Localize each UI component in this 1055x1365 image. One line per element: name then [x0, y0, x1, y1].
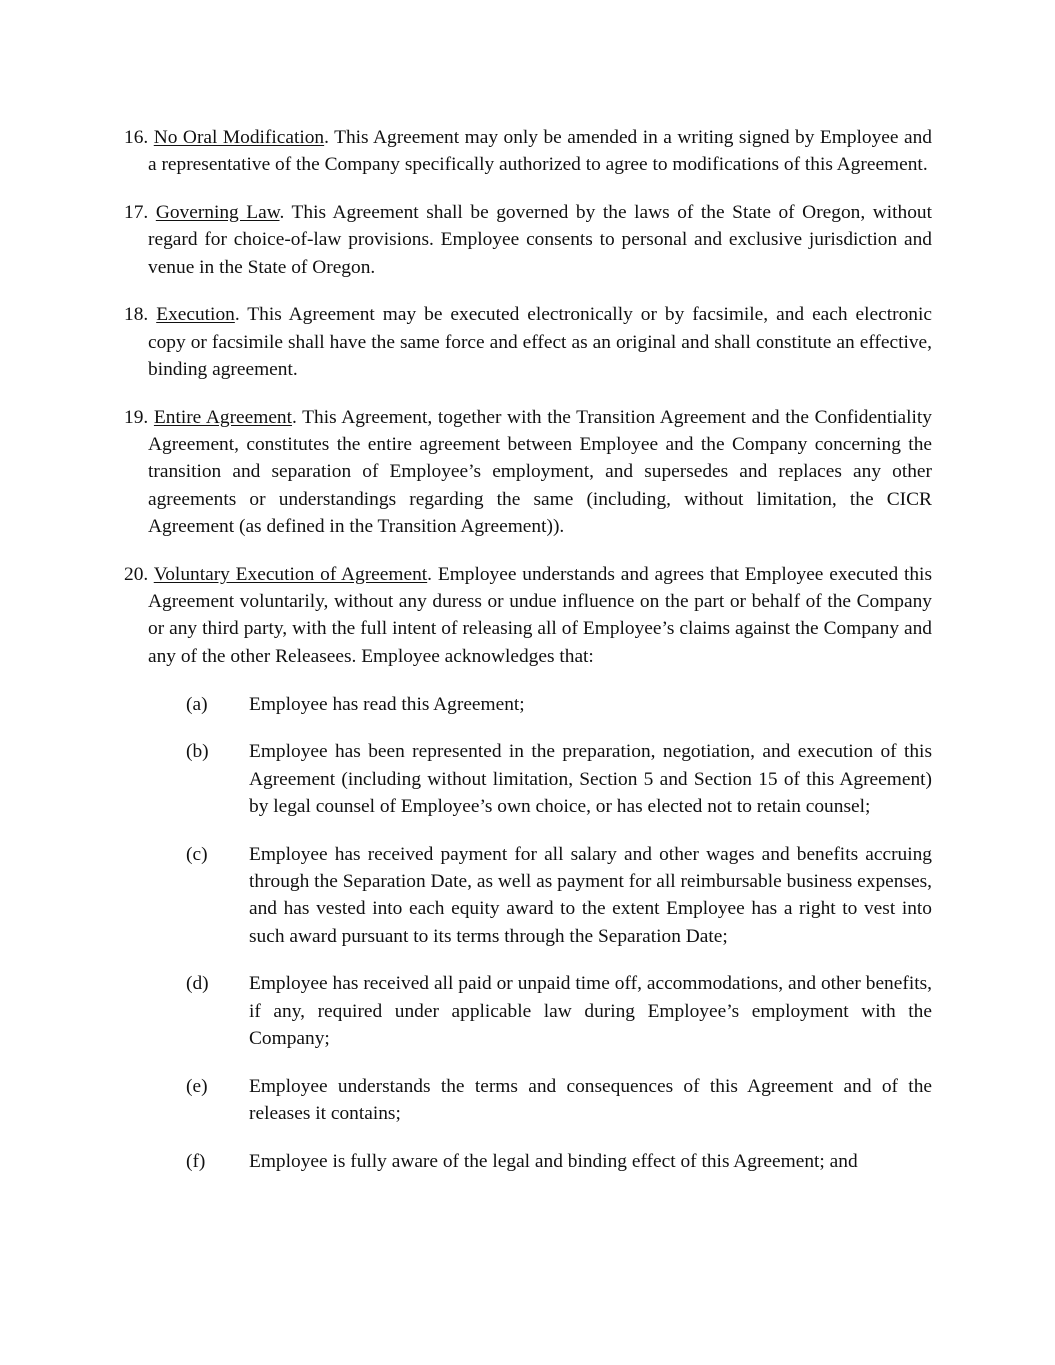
list-item	[124, 1073, 932, 1128]
section-heading: Entire Agreement	[153, 406, 293, 428]
section-18	[124, 301, 932, 383]
section-heading: Governing Law	[155, 202, 280, 224]
list-item	[124, 738, 932, 820]
section-text: . This Agreement shall be governed by the laws of the State of Oregon, without regard for choice-of-law provisions. Employee consents to personal and exclusive jurisdiction and venue in the State of Oregon.	[148, 202, 932, 278]
section-number: 18.	[124, 304, 149, 326]
section-number: 20.	[124, 563, 149, 585]
list-item-label: (e)	[186, 1075, 208, 1097]
section-text: . This Agreement, together with the Transition Agreement and the Confidentiality Agreement, constitutes the entire agreement between Employee and the Company concerning the transition and separation of Employee’s employment, and supersedes and replaces any other agreements or understandings regarding the same (including, without limitation, the CICR Agreement (as defined in the Transition Agreement)).	[148, 406, 932, 538]
list-item	[124, 970, 932, 1052]
list-item-label: (a)	[186, 693, 208, 715]
list-item-label: (c)	[186, 843, 208, 865]
section-number: 19.	[124, 406, 149, 428]
section-text: . This Agreement may only be amended in a writing signed by Employee and a representative of the Company specifically authorized to agree to modifications of this Agreement.	[148, 127, 932, 176]
section-19	[124, 404, 932, 540]
section-number: 16.	[124, 127, 149, 148]
list-item-label: (f)	[186, 1150, 206, 1172]
section-text: . Employee understands and agrees that Employee executed this Agreement voluntarily, without any duress or undue influence on the part or behalf of the Company or any third party, with the full intent of releasing all of Employee’s claims against the Company and any of the other Releasees. Employee acknowledges that:	[148, 563, 932, 667]
section-heading: Voluntary Execution of Agreement	[153, 563, 428, 585]
list-item-label: (d)	[186, 973, 209, 995]
section-20	[124, 561, 932, 670]
list-item-text: Employee understands the terms and consequences of this Agreement and of the releases it contains;	[249, 1075, 932, 1125]
list-item-label: (b)	[186, 741, 209, 763]
list-item	[124, 841, 932, 950]
section-heading: No Oral Modification	[153, 127, 325, 148]
section-text: . This Agreement may be executed electronically or by facsimile, and each electronic copy or facsimile shall have the same force and effect as an original and shall constitute an effective, binding agreement.	[148, 304, 932, 381]
list-item-text: Employee has read this Agreement;	[249, 693, 525, 715]
section-heading: Execution	[156, 304, 235, 326]
list-item-text: Employee is fully aware of the legal and binding effect of this Agreement; and	[249, 1150, 858, 1172]
list-item	[124, 691, 932, 718]
document-body	[124, 124, 932, 1196]
list-item-text: Employee has received all paid or unpaid time off, accommodations, and other benefits, if any, required under applicable law during Employee’s employment with the Company;	[249, 973, 932, 1050]
section-number: 17.	[124, 202, 149, 224]
list-item	[124, 1148, 932, 1175]
list-item-text: Employee has been represented in the preparation, negotiation, and execution of this Agreement (including without limitation, Section 5 and Section 15 of this Agreement) by legal counsel of Employee’s own choice, or has elected not to retain counsel;	[249, 741, 932, 817]
acknowledgements-list	[124, 691, 932, 1176]
section-17	[124, 199, 932, 281]
section-16	[124, 124, 932, 179]
list-item-text: Employee has received payment for all salary and other wages and benefits accruing through the Separation Date, as well as payment for all reimbursable business expenses, and has vested into each equity award to the extent Employee has a right to vest into such award pursuant to its terms through the Separation Date;	[249, 843, 932, 947]
